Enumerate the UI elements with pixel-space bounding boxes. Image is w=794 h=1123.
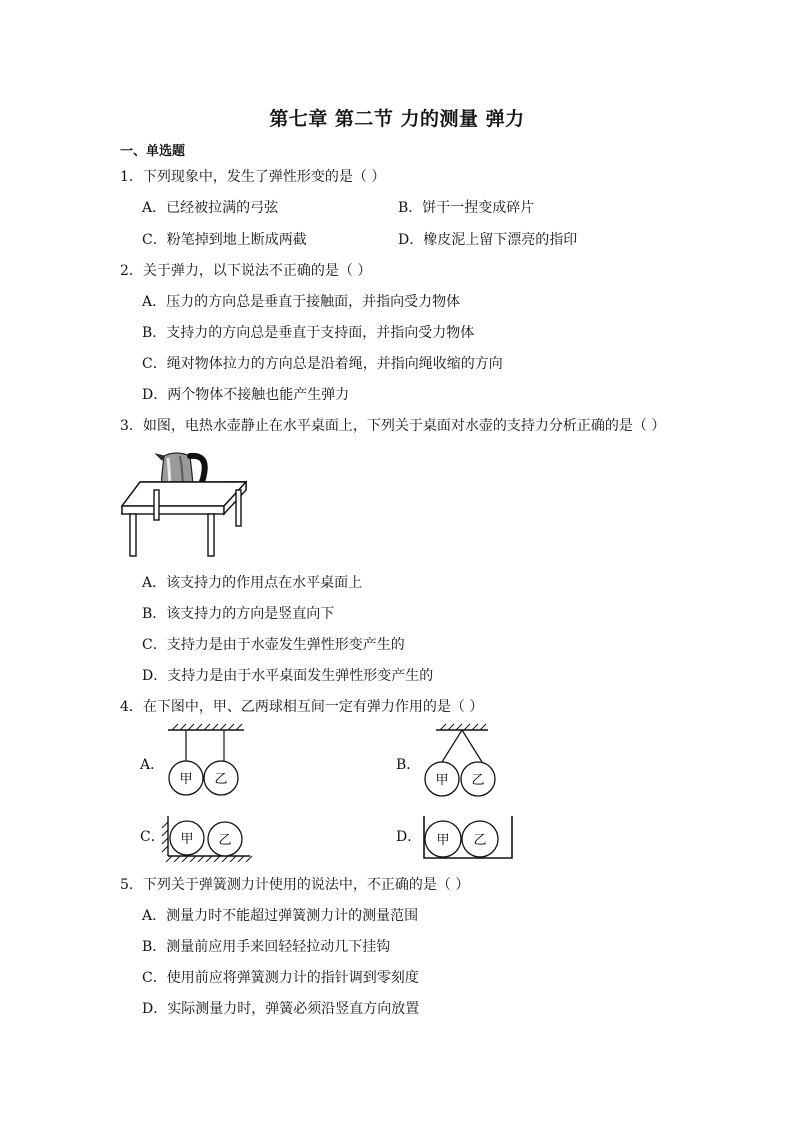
question-2-option-a[interactable]: A．压力的方向总是垂直于接触面，并指向受力物体 bbox=[142, 294, 461, 310]
question-3-option-c[interactable]: C．支持力是由于水壶发生弹性形变产生的 bbox=[142, 637, 405, 653]
section-heading: 一、单选题 bbox=[120, 144, 186, 159]
question-5-stem: 5．下列关于弹簧测力计使用的说法中，不正确的是（ ） bbox=[120, 877, 470, 893]
question-3-option-d[interactable]: D．支持力是由于水平桌面发生弹性形变产生的 bbox=[142, 668, 434, 684]
ball-jia-label: 甲 bbox=[436, 833, 450, 848]
question-2-option-d[interactable]: D．两个物体不接触也能产生弹力 bbox=[142, 387, 350, 403]
kettle-on-table-figure bbox=[118, 444, 252, 558]
figure-a-hanging-balls bbox=[160, 722, 250, 806]
question-5-option-c[interactable]: C．使用前应将弹簧测力计的指针调到零刻度 bbox=[142, 970, 419, 986]
question-1-option-d[interactable]: D．橡皮泥上留下漂亮的指印 bbox=[398, 232, 578, 248]
figure-c-balls-corner bbox=[160, 812, 256, 864]
question-1-option-a[interactable]: A．已经被拉满的弓弦 bbox=[142, 200, 279, 216]
ball-yi-label: 乙 bbox=[214, 772, 228, 787]
table-icon bbox=[122, 482, 246, 556]
question-3-option-a[interactable]: A．该支持力的作用点在水平桌面上 bbox=[142, 575, 363, 591]
page-title: 第七章 第二节 力的测量 弹力 bbox=[269, 108, 525, 130]
ball-jia-label: 甲 bbox=[179, 772, 193, 787]
question-3-stem: 3．如图，电热水壶静止在水平桌面上，下列关于桌面对水壶的支持力分析正确的是（ ） bbox=[120, 418, 666, 434]
question-5-option-d[interactable]: D．实际测量力时，弹簧必须沿竖直方向放置 bbox=[142, 1001, 420, 1017]
ball-yi-label: 乙 bbox=[218, 833, 232, 848]
question-1-option-b[interactable]: B．饼干一捏变成碎片 bbox=[398, 200, 535, 216]
question-5-option-b[interactable]: B．测量前应用手来回轻轻拉动几下挂钩 bbox=[142, 939, 391, 955]
question-1-stem: 1．下列现象中，发生了弹性形变的是（ ） bbox=[120, 169, 386, 185]
question-3-option-b[interactable]: B．该支持力的方向是竖直向下 bbox=[142, 606, 335, 622]
question-4-option-b[interactable]: B． bbox=[396, 757, 421, 773]
question-2-option-c[interactable]: C．绳对物体拉力的方向总是沿着绳，并指向绳收缩的方向 bbox=[142, 356, 503, 372]
ball-yi-label: 乙 bbox=[471, 773, 485, 788]
question-1-option-c[interactable]: C．粉笔掉到地上断成两截 bbox=[142, 232, 307, 248]
question-4-option-a[interactable]: A． bbox=[140, 757, 165, 773]
question-5-option-a[interactable]: A．测量力时不能超过弹簧测力计的测量范围 bbox=[142, 908, 419, 924]
figure-b-hanging-balls bbox=[418, 722, 508, 806]
ball-jia-label: 甲 bbox=[180, 832, 194, 847]
question-2-stem: 2．关于弹力，以下说法不正确的是（ ） bbox=[120, 263, 372, 279]
question-4-option-d[interactable]: D． bbox=[396, 829, 422, 845]
figure-d-balls-in-box bbox=[420, 812, 516, 864]
ball-yi-label: 乙 bbox=[473, 833, 487, 848]
question-4-option-c[interactable]: C． bbox=[140, 829, 165, 845]
question-2-option-b[interactable]: B．支持力的方向总是垂直于支持面，并指向受力物体 bbox=[142, 325, 475, 341]
ball-jia-label: 甲 bbox=[435, 773, 449, 788]
question-4-stem: 4．在下图中，甲、乙两球相互间一定有弹力作用的是（ ） bbox=[120, 699, 484, 715]
